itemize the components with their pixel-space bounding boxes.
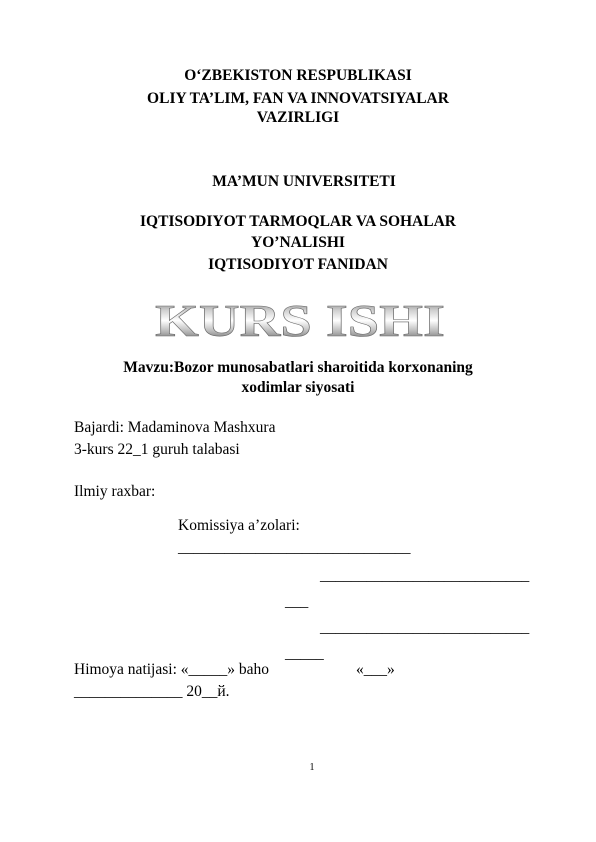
commission-line-3: ___________________________ <box>320 619 530 636</box>
direction-line-3: IQTISODIYOT FANIDAN <box>208 256 388 273</box>
direction-line-1: IQTISODIYOT TARMOQLAR VA SOHALAR <box>140 213 456 230</box>
direction-line-2: YO’NALISHI <box>251 234 345 251</box>
page-number: 1 <box>309 762 315 773</box>
topic-line-2: xodimlar siyosati <box>241 379 355 396</box>
advisor-label: Ilmiy raxbar: <box>74 483 156 500</box>
defense-date-line: ______________ 20__й. <box>74 683 230 700</box>
kurs-ishi-wordart <box>150 298 450 346</box>
commission-label: Komissiya a’zolari: <box>178 517 300 534</box>
commission-line-3-cont: _____ <box>285 645 324 662</box>
ministry-line-3: VAZIRLIGI <box>256 109 340 126</box>
author-name: Bajardi: Madaminova Mashxura <box>74 419 276 436</box>
commission-line-2: ___________________________ <box>320 567 530 584</box>
defense-result: Himoya natijasi: «_____» baho <box>74 661 270 678</box>
kurs-ishi-title: KURS ISHI <box>155 298 445 346</box>
university-name: MA’MUN UNIVERSITETI <box>212 173 396 190</box>
ministry-line-2: OLIY TA’LIM, FAN VA INNOVATSIYALAR <box>147 90 449 107</box>
commission-line-1: ______________________________ <box>178 539 411 556</box>
ministry-line-1: O‘ZBEKISTON RESPUBLIKASI <box>184 67 412 84</box>
defense-date-day: «___» <box>356 661 395 678</box>
author-group: 3-kurs 22_1 guruh talabasi <box>74 441 240 458</box>
commission-line-2-cont: ___ <box>285 593 309 610</box>
topic-line-1: Mavzu:Bozor munosabatlari sharoitida korxonaning <box>123 359 473 376</box>
